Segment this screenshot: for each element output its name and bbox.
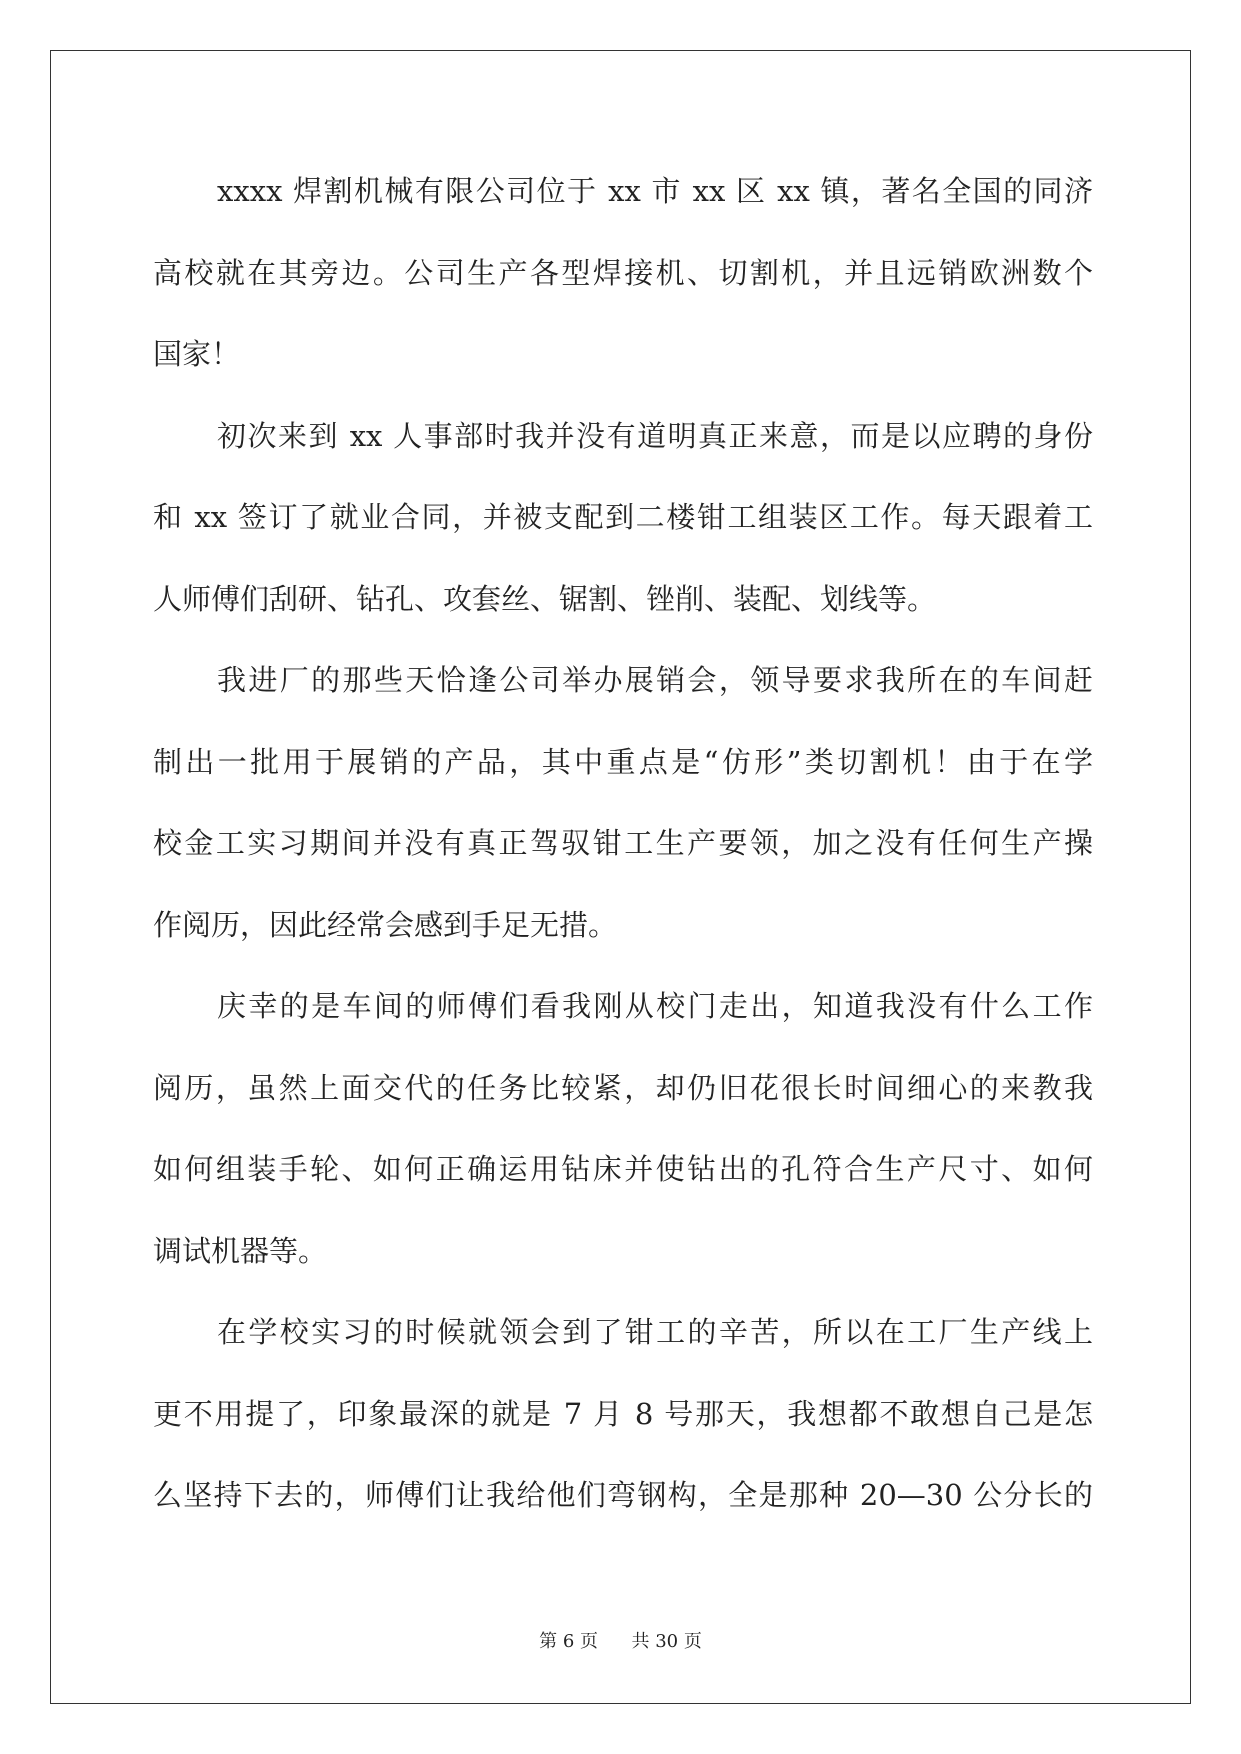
text-line: 么坚持下去的，师傅们让我给他们弯钢构，全是那种 20—30 公分长的 [153,1478,1093,1512]
page-number: 第 6 页 [539,1631,599,1652]
text-line: 在学校实习的时候就领会到了钳工的辛苦，所以在工厂生产线上 [217,1315,1093,1349]
text-line: 人师傅们刮研、钻孔、攻套丝、锯割、锉削、装配、划线等。 [153,581,937,616]
text-line: 我进厂的那些天恰逢公司举办展销会，领导要求我所在的车间赶 [217,663,1093,697]
text-line: 校金工实习期间并没有真正驾驭钳工生产要领，加之没有任何生产操 [153,826,1093,860]
text-line: 调试机器等。 [153,1233,328,1268]
text-line: 作阅历，因此经常会感到手足无措。 [153,907,618,942]
text-line: xxxx 焊割机械有限公司位于 xx 市 xx 区 xx 镇，著名全国的同济 [217,174,1093,208]
text-line: 如何组装手轮、如何正确运用钻床并使钻出的孔符合生产尺寸、如何 [153,1152,1093,1186]
document-body [153,158,1093,1544]
text-line: 制出一批用于展销的产品，其中重点是“仿形”类切割机！由于在学 [153,744,1093,779]
text-line: 阅历，虽然上面交代的任务比较紧，却仍旧花很长时间细心的来教我 [153,1070,1093,1105]
text-line: 国家！ [153,337,241,371]
text-line: 庆幸的是车间的师傅们看我刚从校门走出，知道我没有什么工作 [217,989,1093,1023]
text-line: 更不用提了，印象最深的就是 7 月 8 号那天，我想都不敢想自己是怎 [153,1396,1093,1431]
page-total: 共 30 页 [631,1631,702,1652]
text-line: 和 xx 签订了就业合同，并被支配到二楼钳工组装区工作。每天跟着工 [153,500,1093,534]
page-footer [0,1627,1241,1653]
text-line: 高校就在其旁边。公司生产各型焊接机、切割机，并且远销欧洲数个 [153,255,1093,290]
text-line: 初次来到 xx 人事部时我并没有道明真正来意，而是以应聘的身份 [217,418,1093,453]
